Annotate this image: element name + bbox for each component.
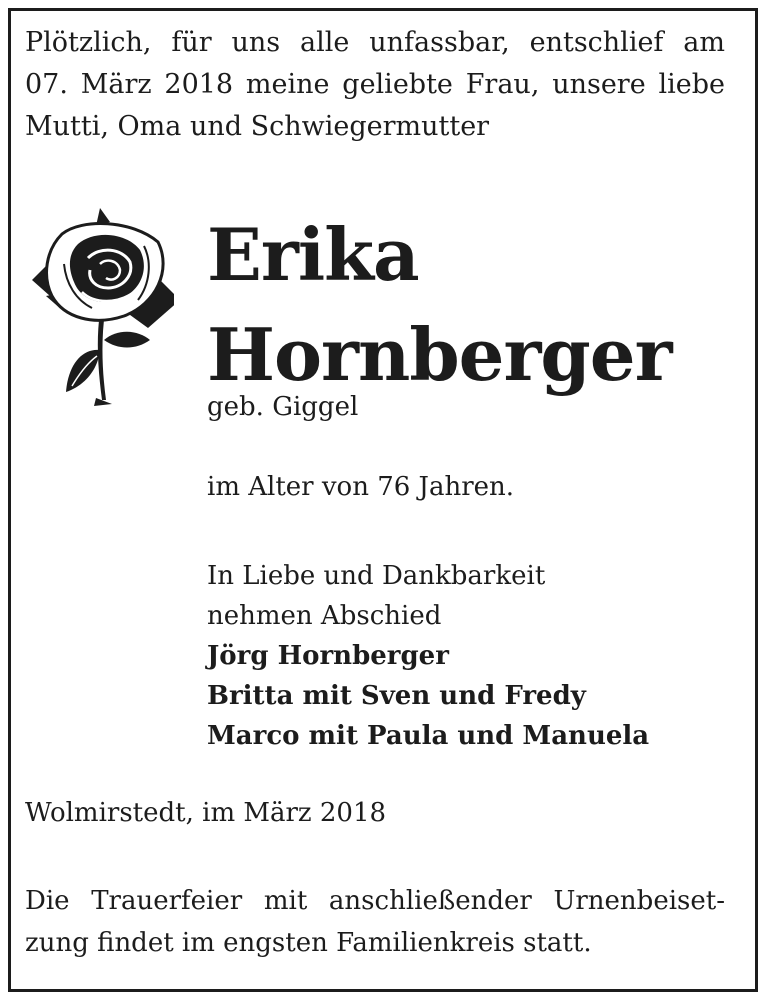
intro-line-3: Mutti, Oma und Schwiegermutter [25, 111, 490, 142]
birth-name: geb. Giggel [207, 392, 359, 422]
mourner-name: Britta mit Sven und Fredy [207, 681, 586, 711]
intro-line-2: 07. März 2018 meine geliebte Frau, unsere liebe [25, 69, 725, 100]
funeral-line-1: Die Trauerfeier mit anschließender Urnenbeiset- [25, 886, 725, 916]
mourners-block [207, 556, 649, 756]
place-date: Wolmirstedt, im März 2018 [25, 798, 387, 828]
funeral-text [25, 880, 725, 964]
deceased-first-name: Erika [207, 212, 419, 297]
age-text: im Alter von 76 Jahren. [207, 472, 515, 502]
mourners-intro-1: In Liebe und Dankbarkeit [207, 561, 546, 591]
mourner-name: Jörg Hornberger [207, 641, 449, 671]
deceased-last-name: Hornberger [207, 312, 672, 397]
deceased-name [207, 205, 672, 405]
intro-line-1: Plötzlich, für uns alle unfassbar, entschlief am [25, 27, 725, 58]
funeral-line-2: zung findet im engsten Familienkreis statt. [25, 928, 592, 958]
mourner-name: Marco mit Paula und Manuela [207, 721, 650, 751]
rose-icon [22, 200, 174, 410]
mourners-intro-2: nehmen Abschied [207, 601, 442, 631]
intro-text [25, 22, 725, 148]
